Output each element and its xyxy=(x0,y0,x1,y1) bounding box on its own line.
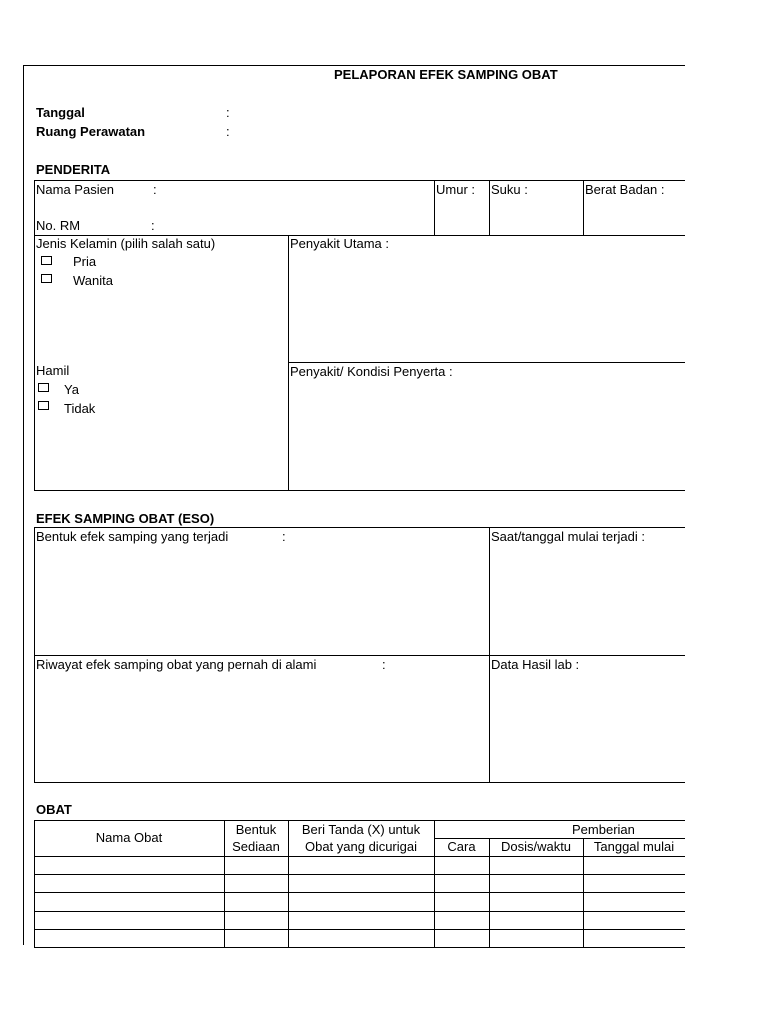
nama-pasien-label: Nama Pasien xyxy=(36,182,115,197)
dosis-col-line xyxy=(583,838,584,947)
no-rm-colon: : xyxy=(151,218,155,233)
saat-mulai-label: Saat/tanggal mulai terjadi : xyxy=(491,529,645,544)
ya-checkbox[interactable] xyxy=(38,383,49,392)
eso-table-bottom xyxy=(34,782,685,783)
cara-header: Cara xyxy=(447,839,476,854)
penderita-table-top xyxy=(34,180,685,181)
umur-col-line xyxy=(434,180,435,235)
beri-tanda-header-1: Beri Tanda (X) untuk xyxy=(301,822,421,837)
obat-row-line-5 xyxy=(34,947,685,948)
eso-table-left xyxy=(34,527,35,782)
data-lab-label: Data Hasil lab : xyxy=(491,657,580,672)
ya-label: Ya xyxy=(64,382,79,397)
jenis-kelamin-col-line xyxy=(288,235,289,490)
wanita-label: Wanita xyxy=(73,273,113,288)
eso-col-line xyxy=(489,527,490,782)
penyakit-utama-label: Penyakit Utama : xyxy=(290,236,389,251)
obat-row-line-4 xyxy=(34,929,685,930)
tanggal-label: Tanggal xyxy=(36,105,85,120)
bentuk-header-2: Sediaan xyxy=(232,839,280,854)
berat-badan-label: Berat Badan : xyxy=(585,182,665,197)
eso-table-top xyxy=(34,527,685,528)
tanggal-mulai-header: Tanggal mulai xyxy=(593,839,675,854)
jenis-kelamin-label: Jenis Kelamin (pilih salah satu) xyxy=(36,236,216,251)
penderita-table-bottom xyxy=(34,490,685,491)
obat-table-top xyxy=(34,820,685,821)
nama-obat-header: Nama Obat xyxy=(95,830,163,845)
pria-label: Pria xyxy=(73,254,97,269)
umur-label: Umur : xyxy=(436,182,475,197)
obat-row-line-1 xyxy=(34,874,685,875)
page-top-border xyxy=(23,65,685,66)
suku-col-line xyxy=(489,180,490,235)
riwayat-efek-label: Riwayat efek samping obat yang pernah di alami xyxy=(36,657,317,672)
obat-heading: OBAT xyxy=(36,802,72,817)
riwayat-efek-colon: : xyxy=(382,657,386,672)
tanggal-colon: : xyxy=(226,105,230,120)
bentuk-header-1: Bentuk xyxy=(235,822,277,837)
penyakit-divider xyxy=(288,362,685,363)
beri-tanda-header-2: Obat yang dicurigai xyxy=(304,839,417,854)
berat-col-line xyxy=(583,180,584,235)
dosis-header: Dosis/waktu xyxy=(500,839,572,854)
pria-checkbox[interactable] xyxy=(41,256,52,265)
pemberian-header: Pemberian xyxy=(572,822,635,837)
tidak-checkbox[interactable] xyxy=(38,401,49,410)
cara-col-line xyxy=(489,838,490,947)
no-rm-label: No. RM xyxy=(36,218,81,233)
wanita-checkbox[interactable] xyxy=(41,274,52,283)
bentuk-efek-colon: : xyxy=(282,529,286,544)
penyakit-penyerta-label: Penyakit/ Kondisi Penyerta : xyxy=(290,364,453,379)
suku-label: Suku : xyxy=(491,182,528,197)
penderita-table-left xyxy=(34,180,35,490)
eso-row-divider xyxy=(34,655,685,656)
ruang-perawatan-colon: : xyxy=(226,124,230,139)
hamil-label: Hamil xyxy=(36,363,70,378)
nama-pasien-colon: : xyxy=(153,182,157,197)
eso-heading: EFEK SAMPING OBAT (ESO) xyxy=(36,511,215,526)
obat-row-line-3 xyxy=(34,911,685,912)
obat-header-bottom xyxy=(34,856,685,857)
tidak-label: Tidak xyxy=(64,401,96,416)
page-left-border xyxy=(23,65,24,945)
obat-row-line-2 xyxy=(34,892,685,893)
penderita-heading: PENDERITA xyxy=(36,162,111,177)
form-title: PELAPORAN EFEK SAMPING OBAT xyxy=(334,67,558,82)
bentuk-efek-label: Bentuk efek samping yang terjadi xyxy=(36,529,229,544)
ruang-perawatan-label: Ruang Perawatan xyxy=(36,124,146,139)
